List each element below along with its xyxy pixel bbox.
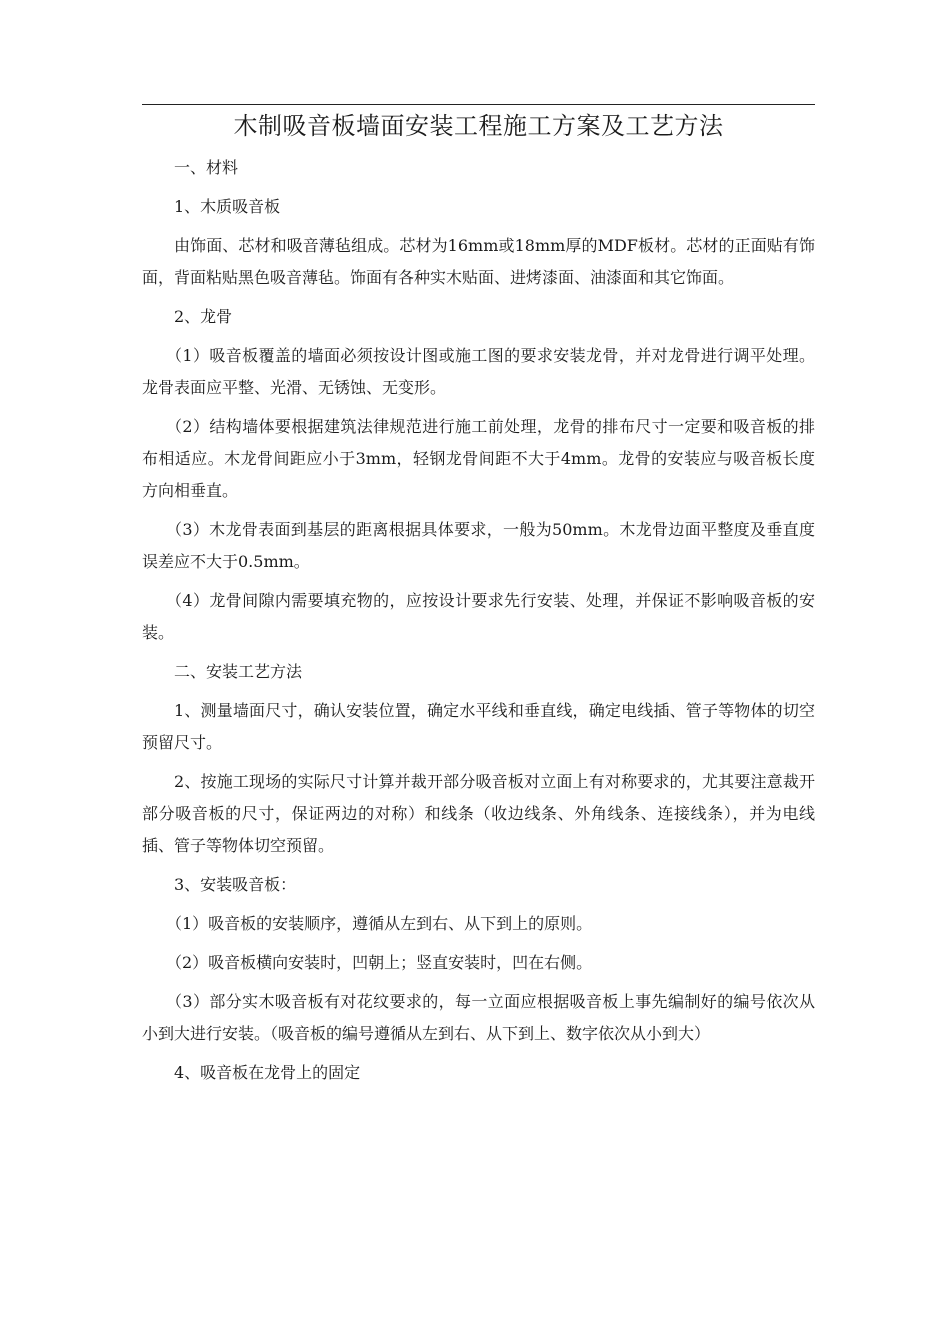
paragraph-install-step-2: 2、按施工现场的实际尺寸计算并裁开部分吸音板对立面上有对称要求的，尤其要注意裁开部分吸音板的尺寸，保证两边的对称）和线条（收边线条、外角线条、连接线条），并为电线插、管子等物体切空预留。 — [142, 772, 815, 855]
paragraph-install-sub-3: （3）部分实木吸音板有对花纹要求的，每一立面应根据吸音板上事先编制好的编号依次从小到大进行安装。（吸音板的编号遵循从左到右、从下到上、数字依次从小到大） — [142, 992, 815, 1043]
paragraph-keel-item-1: （1）吸音板覆盖的墙面必须按设计图或施工图的要求安装龙骨，并对龙骨进行调平处理。龙骨表面应平整、光滑、无锈蚀、无变形。 — [142, 346, 815, 397]
paragraph-install-step-3: 3、安装吸音板： — [174, 875, 297, 894]
paragraph-keel-item-3: （3）木龙骨表面到基层的距离根据具体要求，一般为50mm。木龙骨边面平整度及垂直度误差应不大于0.5mm。 — [142, 520, 815, 571]
paragraph-panel-composition: 由饰面、芯材和吸音薄毡组成。芯材为16mm或18mm厚的MDF板材。芯材的正面贴有饰面，背面粘贴黑色吸音薄毡。饰面有各种实木贴面、进烤漆面、油漆面和其它饰面。 — [142, 236, 815, 287]
subsection-heading-keel: 2、龙骨 — [174, 307, 233, 326]
document-title: 木制吸音板墙面安装工程施工方案及工艺方法 — [233, 112, 724, 140]
document-body — [142, 152, 815, 1096]
paragraph-install-step-1: 1、测量墙面尺寸，确认安装位置，确定水平线和垂直线，确定电线插、管子等物体的切空预留尺寸。 — [142, 701, 815, 752]
paragraph-install-step-4: 4、吸音板在龙骨上的固定 — [174, 1063, 361, 1082]
paragraph-install-sub-2: （2）吸音板横向安装时，凹朝上；竖直安装时，凹在右侧。 — [166, 953, 593, 972]
paragraph-keel-item-4: （4）龙骨间隙内需要填充物的，应按设计要求先行安装、处理，并保证不影响吸音板的安装。 — [142, 591, 815, 642]
paragraph-install-sub-1: （1）吸音板的安装顺序，遵循从左到右、从下到上的原则。 — [166, 914, 593, 933]
section-heading-materials: 一、材料 — [174, 158, 239, 177]
section-heading-installation: 二、安装工艺方法 — [174, 662, 303, 681]
paragraph-keel-item-2: （2）结构墙体要根据建筑法律规范进行施工前处理，龙骨的排布尺寸一定要和吸音板的排布相适应。木龙骨间距应小于3mm，轻钢龙骨间距不大于4mm。龙骨的安装应与吸音板长度方向相垂直。 — [142, 417, 815, 500]
header-rule — [142, 104, 815, 105]
subsection-heading-wood-panel: 1、木质吸音板 — [174, 197, 281, 216]
